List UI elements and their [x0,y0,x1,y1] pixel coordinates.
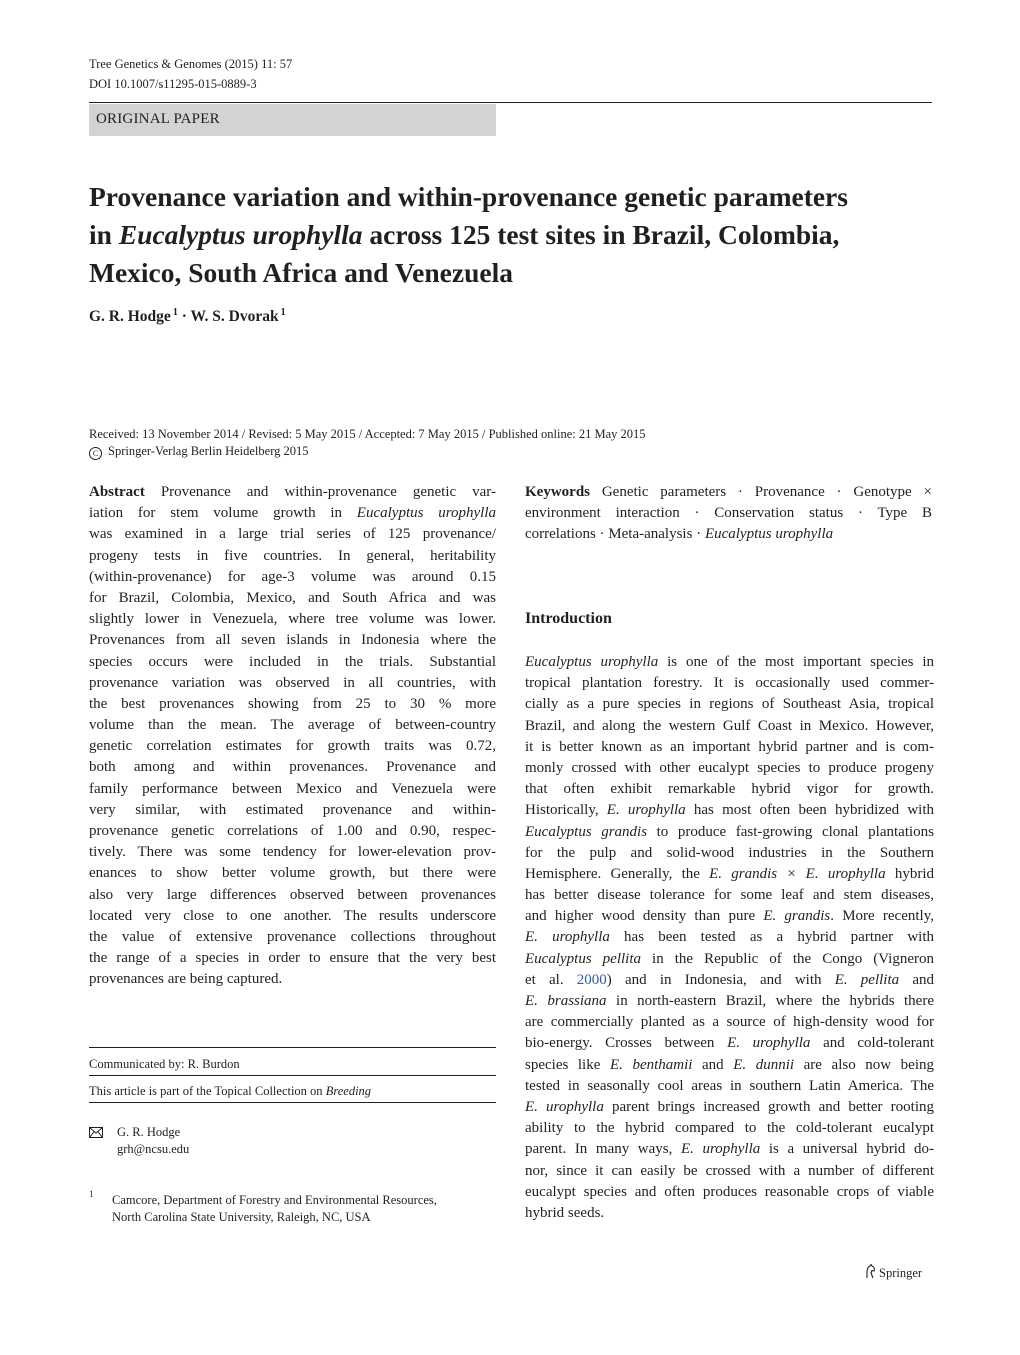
corresponding-author: G. R. Hodge [117,1125,181,1139]
intro-line: E. urophylla has been tested as a hybrid partner with [525,929,934,946]
intro-line: tropical plantation forestry. It is occasionally used commer- [525,675,934,692]
title-species: Eucalyptus urophylla [118,219,363,250]
introduction-body [525,652,934,1224]
author-1[interactable]: G. R. Hodge [89,308,171,325]
affiliation-line: Camcore, Department of Forestry and Environmental Resources, [112,1193,437,1207]
abstract-line: iation for stem volume growth in Eucalyptus urophylla [89,505,496,522]
abstract-line: progeny tests in five countries. In general, heritability [89,547,496,564]
abstract-line: provenances are being captured. [89,971,283,988]
footnote-rule [89,1047,496,1048]
intro-line: E. urophylla parent brings increased growth and better rooting [525,1098,934,1115]
abstract-line: the best provenances showing from 25 to 30 % more [89,695,496,712]
envelope-icon [89,1127,103,1138]
introduction-heading: Introduction [525,610,612,627]
journal-citation: Tree Genetics & Genomes (2015) 11: 57 [89,57,293,71]
abstract-line: family performance between Mexico and Venezuela were [89,780,496,797]
doi: DOI 10.1007/s11295-015-0889-3 [89,77,257,91]
intro-line: hybrid seeds. [525,1204,605,1221]
intro-line: nor, since it can easily be crossed with a number of different [525,1162,934,1179]
intro-line: Eucalyptus urophylla is one of the most important species in [525,654,934,670]
abstract-line: slightly lower in Venezuela, where tree volume was lower. [89,611,496,628]
intro-line: has better disease tolerance for some leaf and stem diseases, [525,887,934,904]
intro-line: Hemisphere. Generally, the E. grandis × E. urophylla hybrid [525,865,934,882]
abstract-label: Abstract [89,484,145,500]
publisher-footer [865,1264,922,1280]
abstract-line: both among and within provenances. Provenance and [89,759,496,776]
abstract-line: located very close to one another. The results underscore [89,907,496,924]
intro-line: parent. In many ways, E. urophylla is a universal hybrid do- [525,1141,934,1158]
footnote-rule [89,1075,496,1076]
author-email-link[interactable]: grh@ncsu.edu [117,1142,190,1156]
intro-line: tested in seasonally cool areas in southern Latin America. The [525,1077,934,1094]
copyright-line [89,444,309,460]
author-separator: · [181,308,187,325]
intro-line: cially as a pure species in regions of Southeast Asia, tropical [525,696,934,713]
citation-link[interactable]: 2000 [576,971,607,988]
footnote-rule [89,1102,496,1103]
abstract-line: enances to show better volume growth, but there were [89,865,496,882]
springer-horse-icon [865,1264,876,1279]
intro-line: it is better known as an important hybrid partner and is com- [525,738,934,755]
abstract-line: Abstract Provenance and within-provenance genetic var- [89,484,496,500]
abstract-line: volume than the mean. The average of between-country [89,717,496,734]
title-line-1: Provenance variation and within-provenance genetic parameters [89,181,848,212]
abstract-line: Provenances from all seven islands in Indonesia where the [89,632,496,649]
abstract-line: the range of a species in order to ensure that the very best [89,950,496,967]
intro-line: for the pulp and solid-wood industries in the Southern [525,844,934,861]
abstract-line: for Brazil, Colombia, Mexico, and South Africa and was [89,589,496,606]
section-label: ORIGINAL PAPER [96,111,220,127]
keywords-line: environment interaction · Conservation status · Type B [525,505,932,522]
affiliation-line: North Carolina State University, Raleigh, NC, USA [112,1210,371,1224]
abstract-line: provenance genetic correlations of 1.00 and 0.90, respec- [89,823,496,839]
communicated-by: Communicated by: R. Burdon [89,1057,240,1071]
topical-collection: This article is part of the Topical Collection on Breeding [89,1084,372,1098]
collection-link[interactable]: Breeding [325,1084,372,1098]
copyright-icon: C [89,447,102,460]
author-list [89,307,286,326]
section-banner [89,104,496,136]
abstract-line: tively. There was some tendency for lower-elevation prov- [89,844,496,861]
intro-line: E. brassiana in north-eastern Brazil, where the hybrids there [525,993,934,1009]
abstract-line: provenance variation was observed in all countries, with [89,674,496,691]
intro-line: eucalypt species and often produces reasonable crops of viable [525,1183,934,1200]
paper-title [89,178,949,292]
title-line-2: in Eucalyptus urophylla across 125 test sites in Brazil, Colombia, [89,219,840,250]
intro-line: Historically, E. urophylla has most often been hybridized with [525,802,934,819]
intro-line: and higher wood density than pure E. grandis. More recently, [525,908,934,925]
abstract-line: also very large differences observed between provenances [89,886,496,903]
intro-line: Eucalyptus grandis to produce fast-growing clonal plantations [525,823,934,840]
abstract-line: genetic correlation estimates for growth traits was 0.72, [89,738,496,755]
keywords-label: Keywords [525,484,590,500]
author-2-affiliation: 1 [280,307,286,318]
intro-line: monly crossed with other eucalypt species to produce progeny [525,759,934,776]
author-1-affiliation: 1 [172,307,178,318]
affiliation-number: 1 [89,1189,94,1199]
abstract-line: very similar, with estimated provenance and within- [89,801,496,818]
intro-line: bio-energy. Crosses between E. urophylla and cold-tolerant [525,1035,935,1052]
keywords [525,482,932,546]
intro-line: ability to the hybrid compared to the cold-tolerant eucalypt [525,1120,934,1137]
intro-line: et al. 2000) and in Indonesia, and with E. pellita and [525,971,934,988]
intro-line: Brazil, and along the western Gulf Coast in Mexico. However, [525,717,934,734]
header-rule [89,102,932,103]
abstract-line: the value of extensive provenance collections throughout [89,928,496,945]
abstract-line: was examined in a large trial series of 125 provenance/ [89,526,496,543]
intro-line: Eucalyptus pellita in the Republic of the Congo (Vigneron [525,950,934,967]
title-line-3: Mexico, South Africa and Venezuela [89,257,513,288]
author-2[interactable]: W. S. Dvorak [190,308,279,325]
keywords-line: correlations · Meta-analysis · Eucalyptus urophylla [525,526,834,543]
copyright-text: Springer-Verlag Berlin Heidelberg 2015 [108,444,309,458]
publisher-name: Springer [879,1266,923,1280]
keywords-line: Keywords Genetic parameters · Provenance · Genotype × [525,484,932,500]
abstract-line: (within-provenance) for age-3 volume was around 0.15 [89,568,496,585]
intro-line: are commercially planted as a source of high-density wood for [525,1014,934,1031]
intro-line: that often exhibit remarkable hybrid vigor for growth. [525,781,934,798]
abstract [89,482,496,991]
intro-line: species like E. benthamii and E. dunnii are also now being [525,1056,934,1073]
publication-history: Received: 13 November 2014 / Revised: 5 May 2015 / Accepted: 7 May 2015 / Published online: 21 May 2015 [89,427,646,441]
abstract-line: species occurs were included in the trials. Substantial [89,653,496,670]
